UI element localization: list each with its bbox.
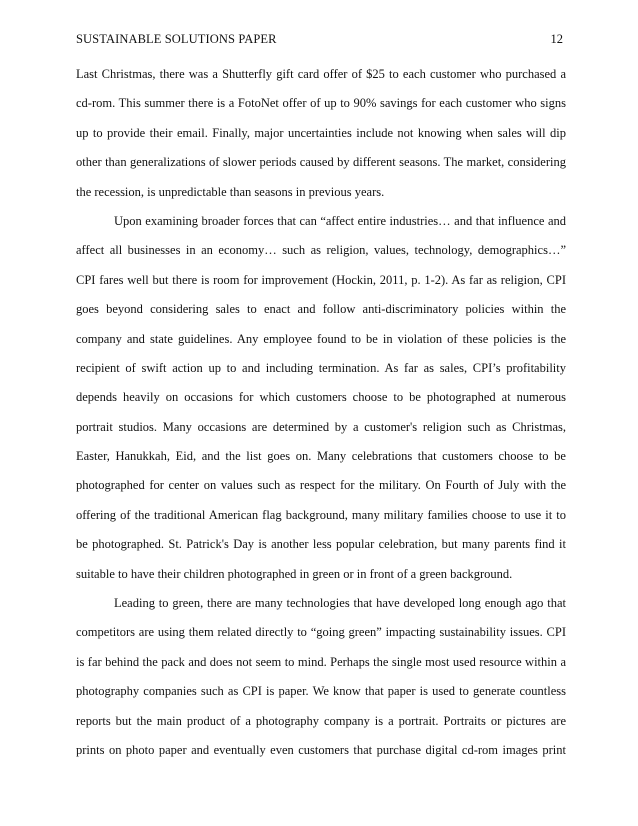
paragraph-first-line: Upon examining broader forces that can “affect entire industries… and that influence and (114, 213, 566, 228)
text-line: up to provide their email. Finally, major uncertainties include not knowing when sales will dip (76, 125, 566, 140)
text-line: Easter, Hanukkah, Eid, and the list goes on. Many celebrations that customers choose to be (76, 449, 566, 464)
text-line: affect all businesses in an economy… such as religion, values, technology, demographics…” (76, 243, 566, 258)
text-line: photography companies such as CPI is paper. We know that paper is used to generate countless (76, 684, 566, 699)
paragraph-first-line: Leading to green, there are many technologies that have developed long enough ago that (114, 596, 566, 611)
body-text (76, 64, 566, 769)
text-line: company and state guidelines. Any employee found to be in violation of these policies is the (76, 331, 566, 346)
text-line: portrait studios. Many occasions are determined by a customer's religion such as Christmas, (76, 419, 566, 434)
text-line: be photographed. St. Patrick's Day is another less popular celebration, but many parents find it (76, 537, 566, 552)
text-line: photographed for center on values such as respect for the military. On Fourth of July with the (76, 478, 566, 493)
text-line: depends heavily on occasions for which customers choose to be photographed at numerous (76, 390, 566, 405)
text-line: suitable to have their children photographed in green or in front of a green background. (76, 566, 513, 581)
text-line: reports but the main product of a photography company is a portrait. Portraits or pictures are (76, 713, 566, 728)
text-line: goes beyond considering sales to enact and follow anti-discriminatory policies within the (76, 302, 566, 317)
text-line: recipient of swift action up to and including termination. As far as sales, CPI’s profitability (76, 360, 566, 375)
text-line: CPI fares well but there is room for improvement (Hockin, 2011, p. 1-2). As far as religion, CPI (76, 272, 566, 287)
text-line: competitors are using them related directly to “going green” impacting sustainability issues. CPI (76, 625, 566, 640)
text-line: cd-rom. This summer there is a FotoNet offer of up to 90% savings for each customer who signs (76, 96, 566, 111)
text-line: other than generalizations of slower periods caused by different seasons. The market, considering (76, 155, 566, 170)
text-line: is far behind the pack and does not seem to mind. Perhaps the single most used resource within a (76, 654, 566, 669)
running-header (76, 30, 563, 48)
text-line: offering of the traditional American flag background, many military families choose to use it to (76, 507, 566, 522)
text-line: prints on photo paper and eventually even customers that purchase digital cd-rom images print (76, 742, 566, 757)
running-head-title: SUSTAINABLE SOLUTIONS PAPER (76, 32, 277, 46)
text-line: Last Christmas, there was a Shutterfly gift card offer of $25 to each customer who purchased a (76, 67, 566, 81)
text-line: the recession, is unpredictable than seasons in previous years. (76, 184, 385, 199)
page-number: 12 (550, 32, 563, 46)
